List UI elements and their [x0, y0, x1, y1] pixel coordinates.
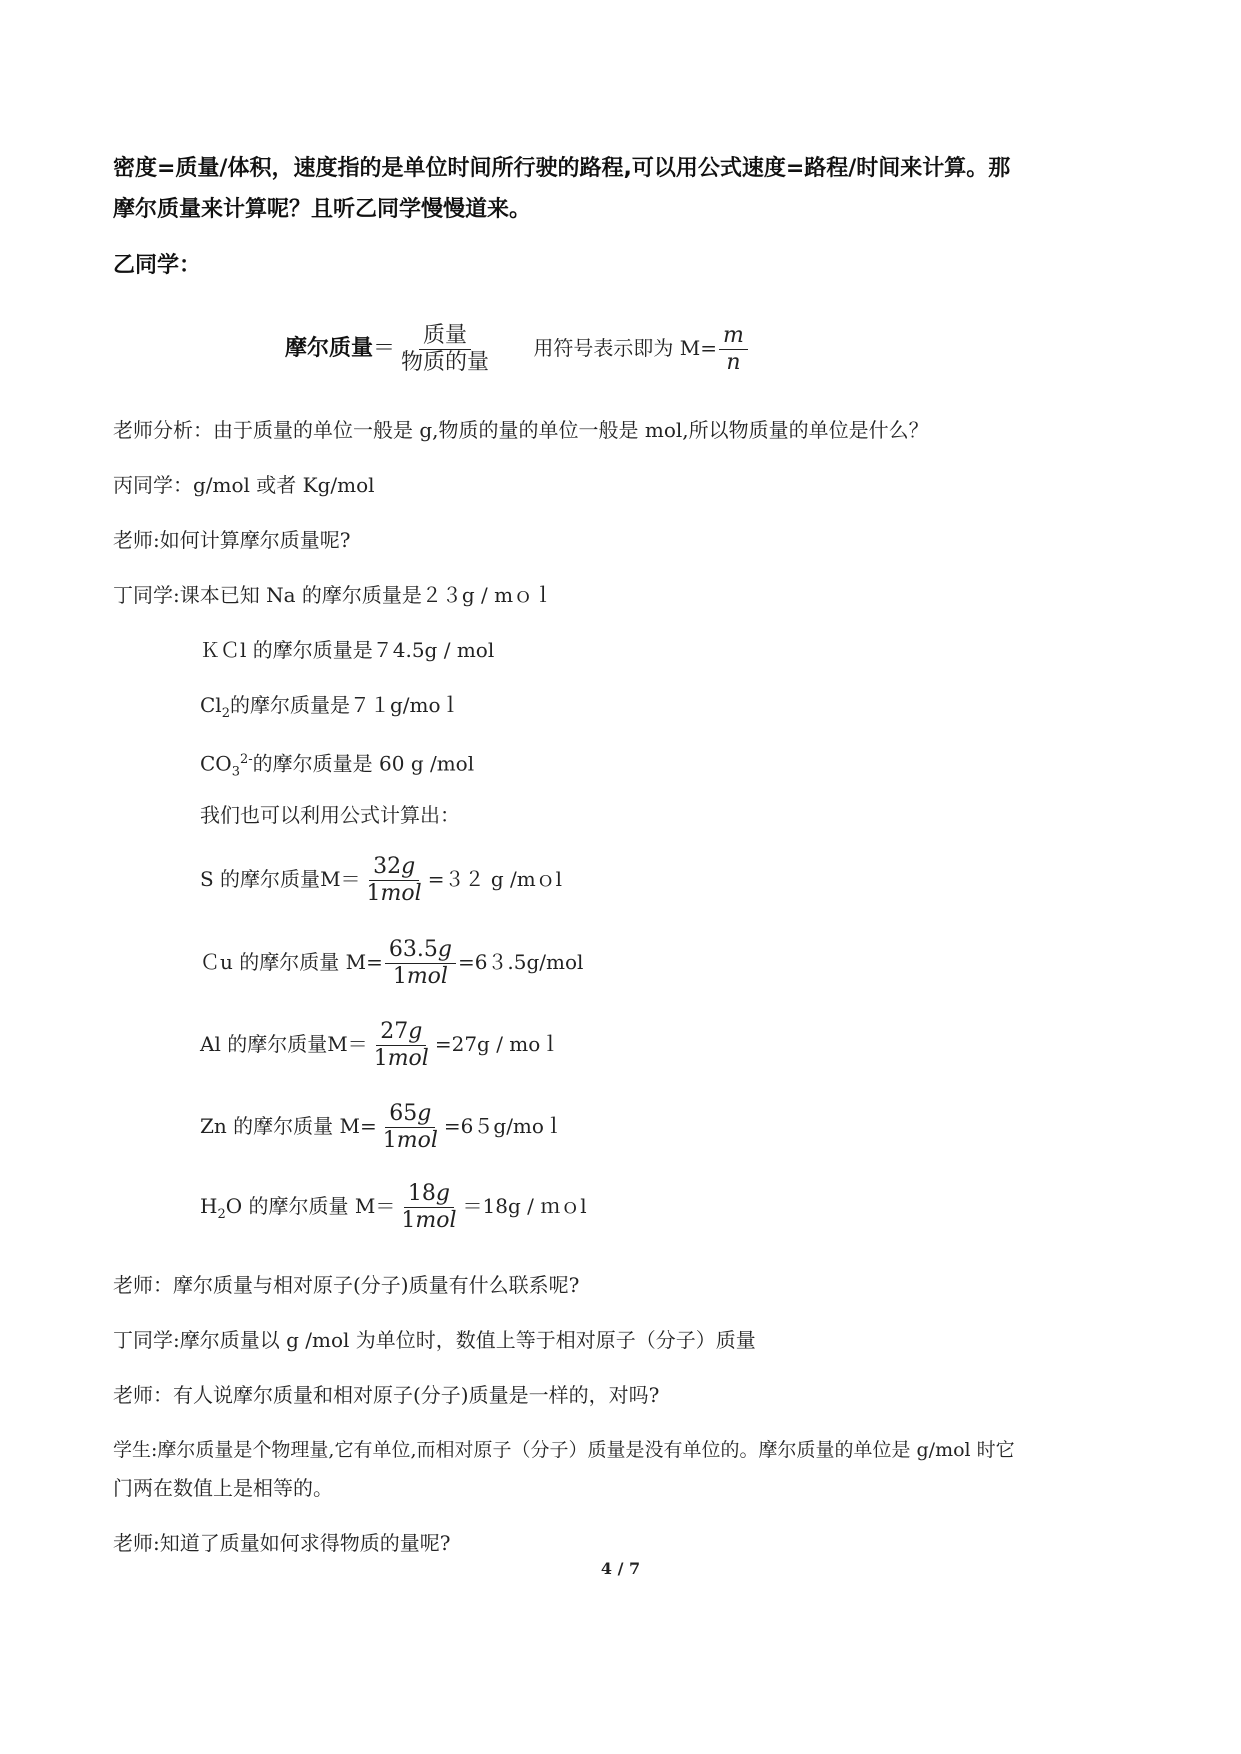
formula-equals: ＝: [373, 336, 396, 361]
dialogue-line: 丙同学：g/mol 或者 Kg/mol: [113, 473, 375, 497]
calc-num-value: 18: [407, 1181, 436, 1206]
h2o-h: H: [200, 1194, 218, 1218]
calc-result: =３２ g /mｏl: [427, 867, 563, 891]
dialogue-line: 老师:如何计算摩尔质量呢?: [113, 528, 351, 552]
calc-result: =6５g/moｌ: [443, 1114, 564, 1138]
calc-zn: [200, 1098, 564, 1154]
calc-fraction: [397, 1181, 460, 1234]
calc-denominator: [370, 1046, 433, 1072]
calc-fraction: [385, 937, 456, 990]
calc-result: ＝18g / ｍｏl: [462, 1194, 587, 1218]
calc-m: M＝: [327, 1032, 368, 1056]
calc-fraction: [363, 854, 426, 907]
cl2-text: 的摩尔质量是７１g/moｌ: [229, 693, 461, 717]
calc-label: Al 的摩尔质量: [200, 1032, 328, 1056]
calc-label: O 的摩尔质量: [225, 1194, 355, 1218]
cl2-subscript: 2: [221, 706, 230, 721]
formula-lhs: 摩尔质量: [285, 336, 374, 361]
known-kcl: ＫＣl 的摩尔质量是７4.5g / mol: [200, 638, 495, 662]
calc-m: M=: [345, 950, 383, 974]
co3-formula: CO: [200, 751, 232, 776]
formula-numerator: 质量: [419, 323, 471, 350]
dialogue-line: 老师分析：由于质量的单位一般是 g,物质的量的单位一般是 mol,所以物质量的单位是什么？: [113, 418, 929, 442]
calc-den-value: 1: [366, 881, 381, 906]
speaker-yi: 乙同学：: [113, 253, 202, 278]
symbol-numerator: m: [719, 323, 748, 350]
calc-denominator: [363, 881, 426, 907]
calc-numerator: [404, 1181, 454, 1208]
dialogue-line: 丁同学:课本已知 Na 的摩尔质量是２３g / mｏｌ: [113, 583, 554, 607]
calc-num-value: 27: [380, 1019, 409, 1044]
calc-h2o: [200, 1178, 587, 1243]
cl2-formula: Cl: [200, 693, 222, 717]
intro-line-1: 密度=质量/体积，速度指的是单位时间所行驶的路程,可以用公式速度=路程/时间来计算。那: [113, 156, 1011, 181]
calc-num-value: 63.5: [388, 937, 438, 962]
dialogue-line: 老师：摩尔质量与相对原子(分子)质量有什么联系呢?: [113, 1273, 580, 1297]
calc-denominator: [389, 964, 452, 990]
calc-numerator: [376, 1019, 426, 1046]
co3-text: 的摩尔质量是 60 g /mol: [252, 751, 475, 776]
dialogue-line: 老师:知道了质量如何求得物质的量呢?: [113, 1531, 451, 1555]
calc-num-unit: g: [401, 854, 416, 879]
intro-line-2: 摩尔质量来计算呢？且听乙同学慢慢道来。: [113, 197, 532, 222]
calc-num-unit: g: [435, 1181, 450, 1206]
calc-num-unit: g: [417, 1101, 432, 1126]
calc-denominator: [397, 1208, 460, 1234]
calc-den-value: 1: [392, 964, 407, 989]
calc-label: Zn 的摩尔质量: [200, 1114, 340, 1138]
calc-cu: [200, 934, 583, 990]
co3-superscript: 2-: [239, 752, 253, 767]
calc-label: S 的摩尔质量: [200, 867, 321, 891]
symbol-denominator: n: [726, 350, 741, 375]
h2o-subscript: 2: [217, 1207, 226, 1222]
calc-numerator: [369, 854, 419, 881]
calc-result: =6３.5g/mol: [457, 950, 584, 974]
calc-den-unit: mol: [380, 881, 422, 906]
calc-den-value: 1: [401, 1208, 416, 1233]
calc-fraction: [379, 1101, 442, 1154]
calc-m: M＝: [320, 867, 361, 891]
page-number: 4 / 7: [600, 1559, 641, 1578]
dialogue-line: 老师：有人说摩尔质量和相对原子(分子)质量是一样的，对吗?: [113, 1383, 660, 1407]
calc-denominator: [379, 1128, 442, 1154]
calc-den-value: 1: [373, 1046, 388, 1071]
formula-intro: 我们也可以利用公式计算出：: [200, 803, 460, 827]
calc-fraction: [370, 1019, 433, 1072]
calc-den-unit: mol: [406, 964, 448, 989]
calc-label: Ｃu 的摩尔质量: [200, 950, 346, 974]
symbol-fraction: [719, 323, 748, 376]
calc-num-unit: g: [437, 937, 452, 962]
calc-m: M=: [339, 1114, 377, 1138]
calc-num-unit: g: [408, 1019, 423, 1044]
formula-fraction: [397, 323, 493, 376]
molar-mass-formula: [285, 318, 750, 379]
calc-den-value: 1: [382, 1128, 397, 1153]
symbol-text: 用符号表示即为 M=: [533, 336, 717, 360]
dialogue-line: 学生:摩尔质量是个物理量,它有单位,而相对原子（分子）质量是没有单位的。摩尔质量的单位是 g/mol 时它: [113, 1439, 1015, 1461]
calc-numerator: [385, 1101, 435, 1128]
known-co3: [200, 746, 474, 787]
calc-al: [200, 1016, 560, 1072]
calc-s: [200, 851, 562, 907]
calc-m: M＝: [354, 1194, 396, 1218]
calc-den-unit: mol: [415, 1208, 457, 1233]
formula-denominator: 物质的量: [401, 350, 490, 375]
co3-subscript: 3: [231, 764, 240, 780]
calc-den-unit: mol: [396, 1128, 438, 1153]
known-cl2: [200, 691, 461, 728]
calc-numerator: [385, 937, 456, 964]
calc-num-value: 65: [389, 1101, 418, 1126]
calc-num-value: 32: [373, 854, 402, 879]
calc-result: =27g / moｌ: [434, 1032, 561, 1056]
dialogue-line: 门两在数值上是相等的。: [113, 1476, 333, 1500]
calc-den-unit: mol: [387, 1046, 429, 1071]
dialogue-line: 丁同学:摩尔质量以 g /mol 为单位时，数值上等于相对原子（分子）质量: [113, 1328, 756, 1352]
